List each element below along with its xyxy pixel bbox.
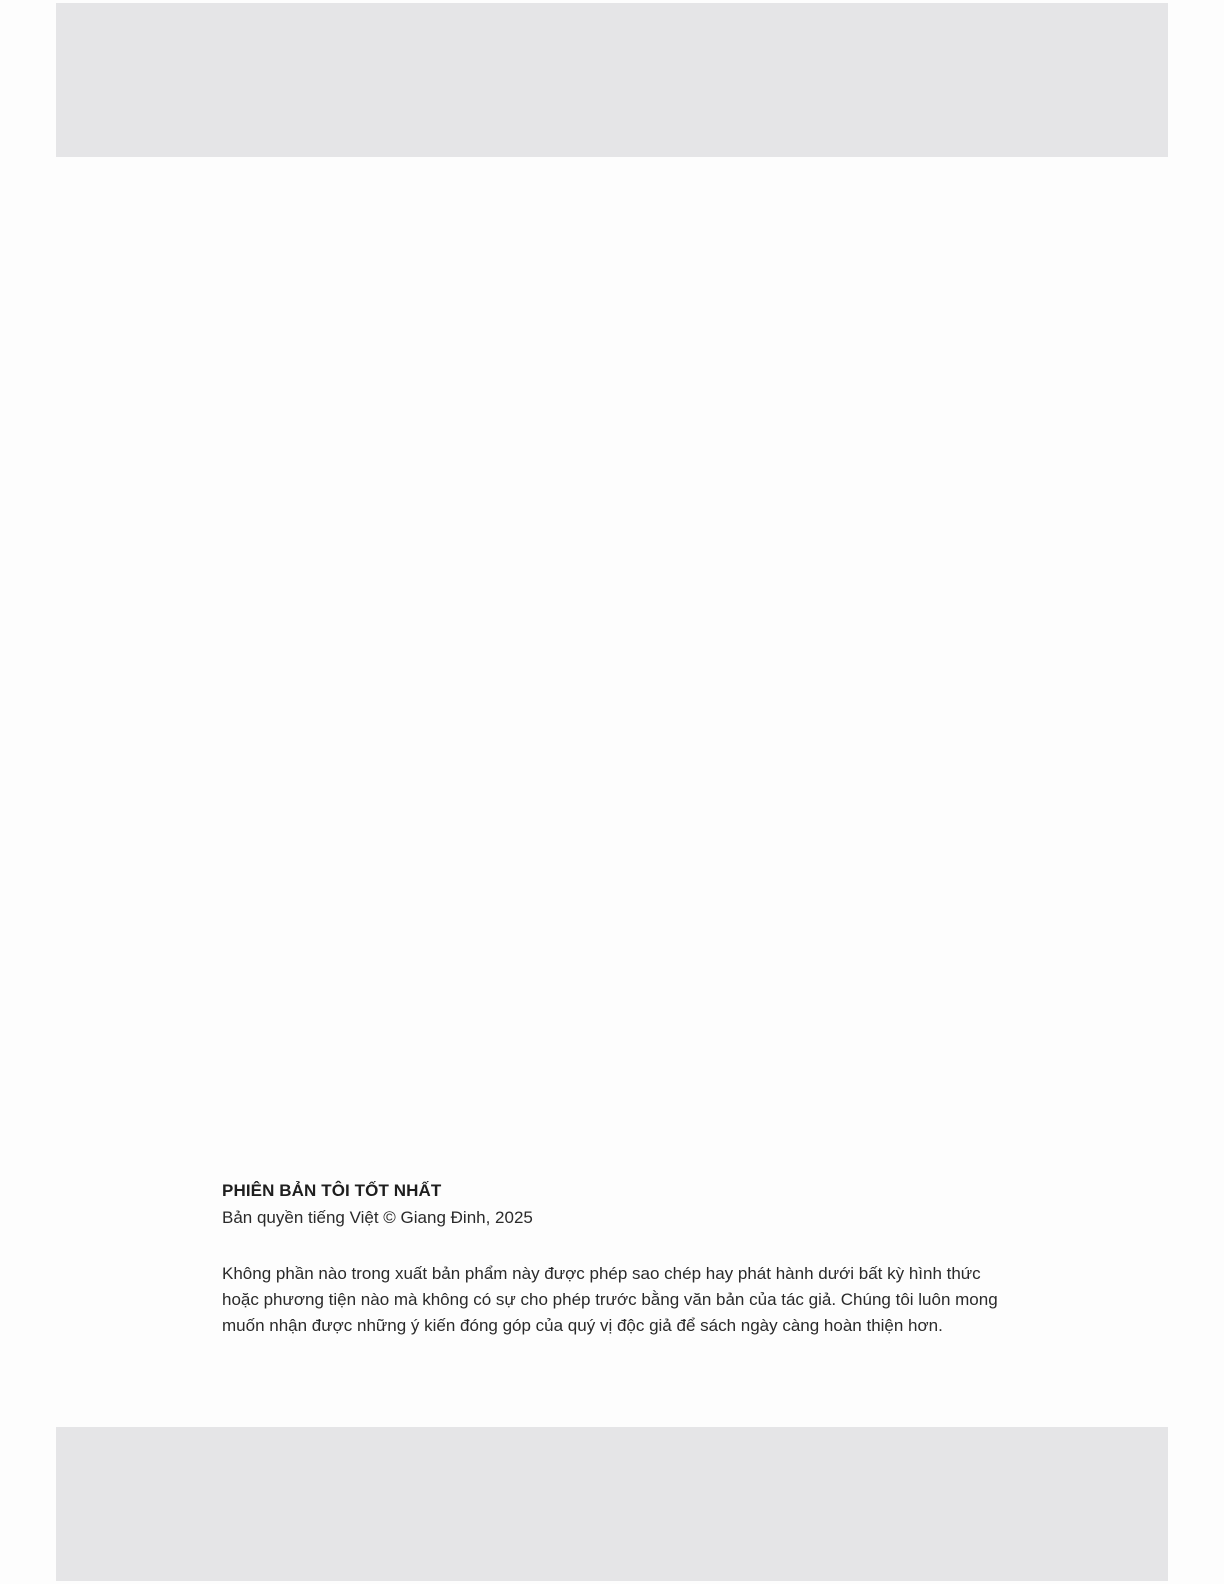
rights-line: Bản quyền tiếng Việt © Giang Đinh, 2025 bbox=[222, 1208, 533, 1227]
copyright-block bbox=[222, 1180, 1022, 1339]
bottom-gray-band bbox=[56, 1427, 1168, 1581]
copyright-notice: Không phần nào trong xuất bản phẩm này được phép sao chép hay phát hành dưới bất kỳ hình thức hoặc phương tiện nào mà không có sự cho phép trước bằng văn bản của tác giả. Chúng tôi luôn mong muốn nhận được những ý kiến đóng góp của quý vị độc giả để sách ngày càng hoàn thiện hơn. bbox=[222, 1264, 998, 1335]
top-gray-band bbox=[56, 3, 1168, 157]
book-title: PHIÊN BẢN TÔI TỐT NHẤT bbox=[222, 1181, 442, 1200]
